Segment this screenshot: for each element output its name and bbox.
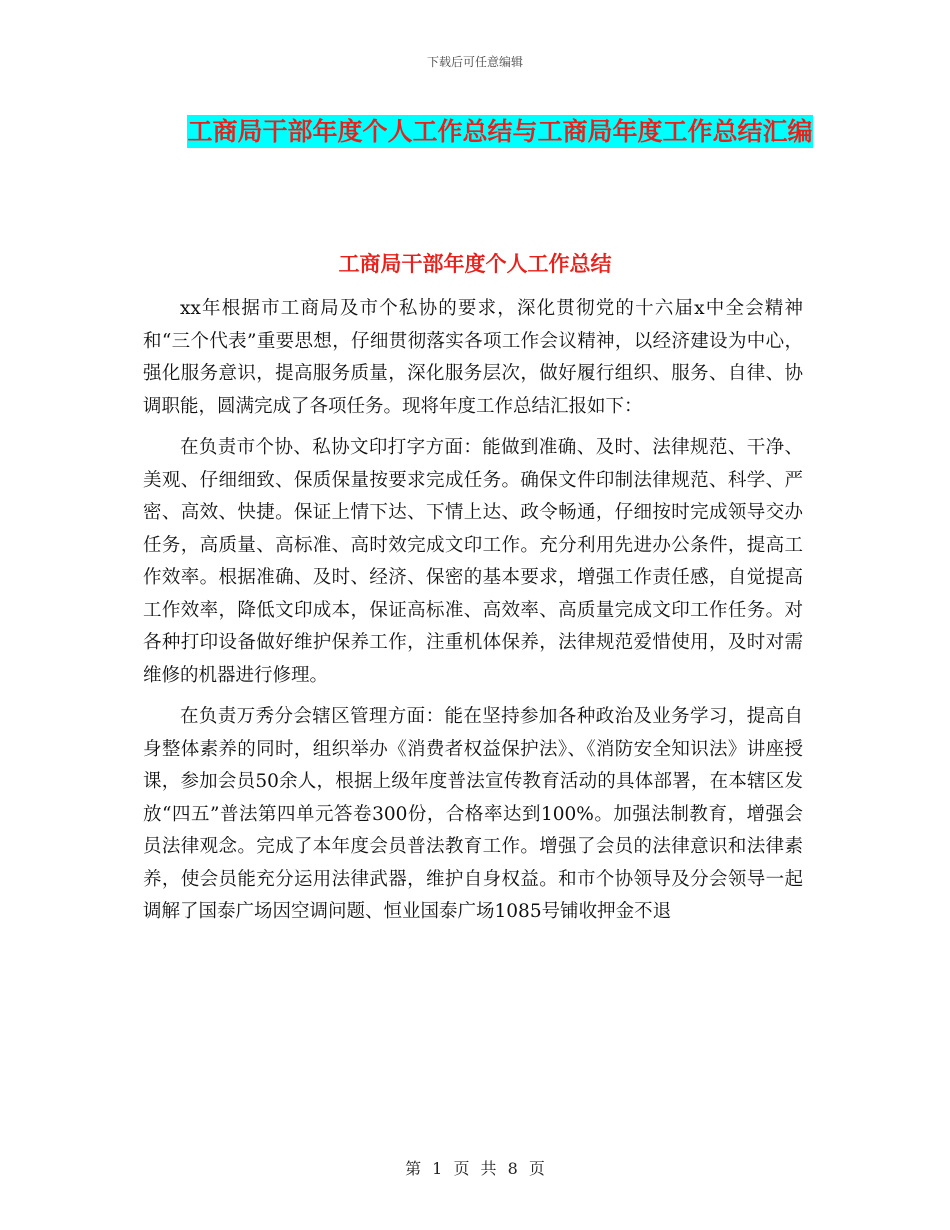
section-title: 工商局干部年度个人工作总结 xyxy=(338,252,612,276)
paragraph-printing-work: 在负责市个协、私协文印打字方面：能做到准确、及时、法律规范、干净、美观、仔细细致、保质保量按要求完成任务。确保文件印制法律规范、科学、严密、高效、快捷。保证上情下达、下情上达、政令畅通，仔细按时完成领导交办任务，高质量、高标准、高时效完成文印工作。充分利用先进办公条件，提高工作效率。根据准确、及时、经济、保密的基本要求，增强工作责任感，自觉提高工作效率，降低文印成本，保证高标准、高效率、高质量完成文印工作任务。对各种打印设备做好维护保养工作，注重机体保养，法律规范爱惜使用，及时对需维修的机器进行修理。 xyxy=(143,437,803,686)
main-title-text: 工商局干部年度个人工作总结与工商局年度工作总结汇编 xyxy=(187,117,813,146)
paragraph-branch-management: 在负责万秀分会辖区管理方面：能在坚持参加各种政治及业务学习，提高自身整体素养的同时，组织举办《消费者权益保护法》、《消防安全知识法》讲座授课，参加会员50余人，根据上级年度普法宣传教育活动的具体部署，在本辖区发放“四五”普法第四单元答卷300份，合格率达到100%。加强法制教育，增强会员法律观念。完成了本年度会员普法教育工作。增强了会员的法律意识和法律素养，使会员能充分运用法律武器，维护自身权益。和市个协领导及分会领导一起调解了国泰广场因空调问题、恒业国泰广场1085号铺收押金不退 xyxy=(143,706,803,922)
paragraph-intro: xx年根据市工商局及市个私协的要求，深化贯彻党的十六届x中全会精神和“三个代表”重要思想，仔细贯彻落实各项工作会议精神，以经济建设为中心，强化服务意识，提高服务质量，深化服务层次，做好履行组织、服务、自律、协调职能，圆满完成了各项任务。现将年度工作总结汇报如下： xyxy=(143,298,803,417)
document-main-title xyxy=(150,110,850,154)
page-footer: 第 1 页 共 8 页 xyxy=(405,1159,545,1178)
document-body xyxy=(143,293,803,938)
page-header: 下载后可任意编辑 xyxy=(426,55,523,69)
